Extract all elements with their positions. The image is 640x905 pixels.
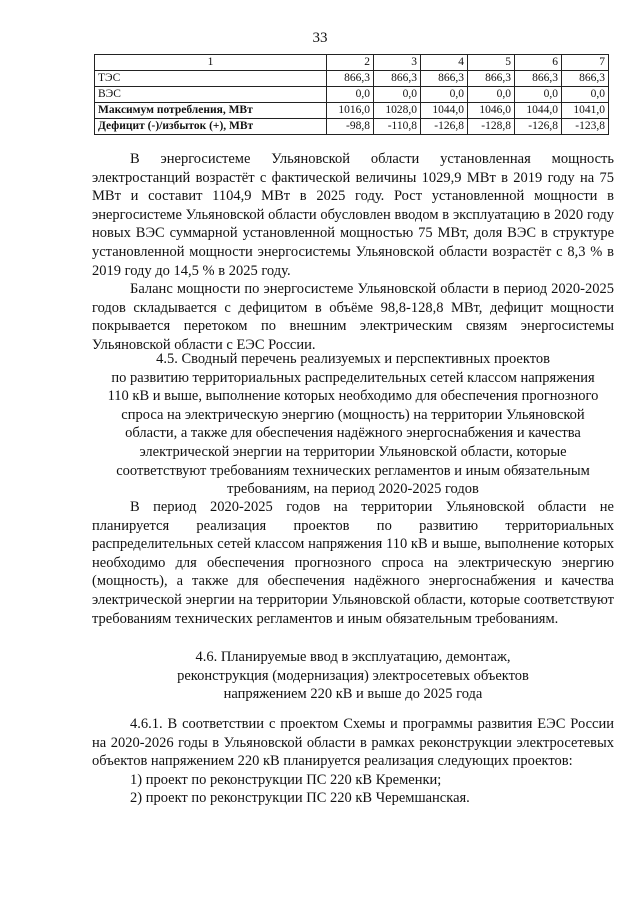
page-number: 33 bbox=[312, 30, 328, 46]
heading-line: спроса на электрическую энергию (мощность) на территории Ульяновской bbox=[121, 406, 585, 423]
heading-line: напряжением 220 кВ и выше до 2025 года bbox=[223, 686, 483, 703]
table-cell: 866,3 bbox=[374, 71, 421, 87]
section-4-5-body bbox=[92, 498, 614, 628]
table-cell: 866,3 bbox=[562, 71, 609, 87]
table-row bbox=[95, 103, 609, 119]
list-item: 2) проект по реконструкции ПС 220 кВ Черемшанская. bbox=[130, 790, 470, 807]
table-cell: -110,8 bbox=[374, 119, 421, 135]
table-cell: 0,0 bbox=[515, 87, 562, 103]
paragraph: В период 2020-2025 годов на территории Ульяновской области не планируется реализация проектов по развитию территориальных распределительных сетей классом напряжения 110 кВ и выше, выполнение которых необходимо для обеспечения прогнозного спроса на электрическую энергию (мощность), а также для обеспечения надёжного энергоснабжения и качества электрической энергии на территории Ульяновской области, которые соответствуют требованиям технических регламентов и иным обязательным требованиям. bbox=[92, 499, 614, 627]
heading-line: 4.5. Сводный перечень реализуемых и перспективных проектов bbox=[156, 351, 550, 367]
capacity-section bbox=[92, 150, 614, 355]
row-label: Дефицит (-)/избыток (+), МВт bbox=[95, 119, 327, 135]
table-header-cell: 6 bbox=[515, 55, 562, 71]
table-header-row bbox=[95, 55, 609, 71]
table-header-cell: 3 bbox=[374, 55, 421, 71]
row-label: Максимум потребления, МВт bbox=[95, 103, 327, 119]
table-cell: 0,0 bbox=[421, 87, 468, 103]
section-heading-4-6 bbox=[92, 648, 614, 704]
table-cell: 0,0 bbox=[562, 87, 609, 103]
table-header-cell: 5 bbox=[468, 55, 515, 71]
section-4-6-body bbox=[92, 715, 614, 808]
row-label: ВЭС bbox=[95, 87, 327, 103]
heading-line: области, а также для обеспечения надёжного энергоснабжения и качества bbox=[125, 425, 581, 442]
table-cell: 1028,0 bbox=[374, 103, 421, 119]
table-header-cell: 1 bbox=[95, 55, 327, 71]
table-row bbox=[95, 87, 609, 103]
table-cell: 0,0 bbox=[468, 87, 515, 103]
heading-line: 4.6. Планируемые ввод в эксплуатацию, демонтаж, bbox=[195, 649, 511, 665]
table-cell: 1044,0 bbox=[421, 103, 468, 119]
row-label: ТЭС bbox=[95, 71, 327, 87]
heading-line: электрической энергии на территории Ульяновской области, которые bbox=[139, 443, 567, 460]
table-cell: -98,8 bbox=[327, 119, 374, 135]
list-item: 1) проект по реконструкции ПС 220 кВ Кременки; bbox=[130, 771, 442, 788]
table-cell: -123,8 bbox=[562, 119, 609, 135]
table-header-cell: 4 bbox=[421, 55, 468, 71]
heading-line: по развитию территориальных распределительных сетей классом напряжения bbox=[111, 369, 595, 386]
table-header-cell: 7 bbox=[562, 55, 609, 71]
table-cell: 0,0 bbox=[374, 87, 421, 103]
table-cell: 1016,0 bbox=[327, 103, 374, 119]
heading-line: 110 кВ и выше, выполнение которых необходимо для обеспечения прогнозного bbox=[107, 388, 599, 405]
heading-line: реконструкция (модернизация) электросетевых объектов bbox=[177, 667, 529, 684]
table-row bbox=[95, 71, 609, 87]
balance-table bbox=[94, 54, 609, 135]
table-cell: 866,3 bbox=[327, 71, 374, 87]
table-cell: -128,8 bbox=[468, 119, 515, 135]
paragraph: 4.6.1. В соответствии с проектом Схемы и программы развития ЕЭС России на 2020-2026 годы в Ульяновской области в рамках реконструкции электросетевых объектов напряжением 220 кВ планируется реализация следующих проектов: bbox=[92, 716, 614, 770]
table-cell: 1046,0 bbox=[468, 103, 515, 119]
table-cell: 1044,0 bbox=[515, 103, 562, 119]
table-cell: 0,0 bbox=[327, 87, 374, 103]
paragraph: Баланс мощности по энергосистеме Ульяновской области в период 2020-2025 годов складывается с дефицитом в объёме 98,8-128,8 МВт, дефицит мощности покрывается перетоком по внешним электрическим связям энергосистемы Ульяновской области с ЕЭС России. bbox=[92, 281, 614, 353]
table-cell: 866,3 bbox=[468, 71, 515, 87]
heading-line: требованиям, на период 2020-2025 годов bbox=[227, 481, 479, 498]
table-cell: 866,3 bbox=[515, 71, 562, 87]
section-heading-4-5 bbox=[92, 350, 614, 499]
table-cell: -126,8 bbox=[421, 119, 468, 135]
paragraph: В энергосистеме Ульяновской области установленная мощность электростанций возрастёт с фактической величины 1029,9 МВт в 2019 году на 75 МВт и составит 1104,9 МВт в 2025 году. Рост установленной мощности в энергосистеме Ульяновской области обусловлен вводом в эксплуатацию в 2020 году новых ВЭС суммарной установленной мощностью 75 МВт, доля ВЭС в структуре установленной мощности энергосистемы Ульяновской области возрастёт с 8,3 % в 2019 году до 14,5 % в 2025 году. bbox=[92, 151, 614, 279]
table-row bbox=[95, 119, 609, 135]
table-cell: 1041,0 bbox=[562, 103, 609, 119]
table-cell: 866,3 bbox=[421, 71, 468, 87]
table-header-cell: 2 bbox=[327, 55, 374, 71]
table-cell: -126,8 bbox=[515, 119, 562, 135]
heading-line: соответствуют требованиям технических регламентов и иным обязательным bbox=[116, 462, 590, 479]
